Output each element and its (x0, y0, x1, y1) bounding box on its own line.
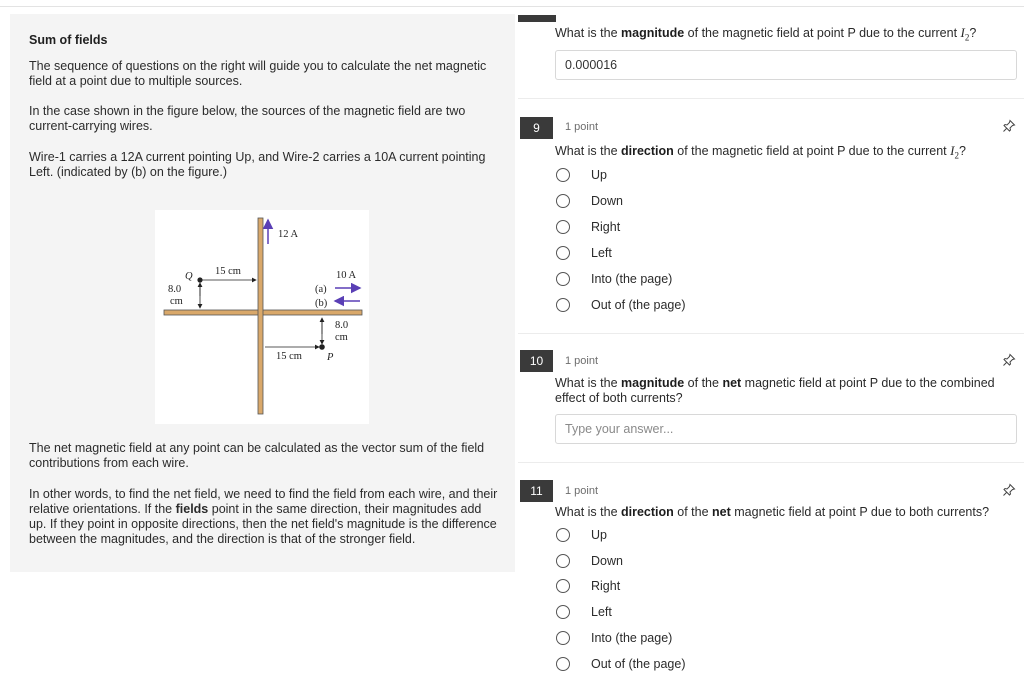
label-cm-left: cm (170, 296, 183, 307)
radio-button[interactable] (556, 168, 570, 182)
q8-question: What is the magnitude of the magnetic field at point P due to the current $I_2$? (555, 25, 977, 43)
wires-text: Wire-1 carries a 12A current pointing Up, and Wire-2 carries a 10A current pointing Left. (indicated by (b) on the figure.) (29, 150, 486, 179)
case-text: In the case shown in the figure below, the sources of the magnetic field are two current-carrying wires. (29, 104, 466, 133)
radio-button[interactable] (556, 554, 570, 568)
radio-button[interactable] (556, 298, 570, 312)
q10-number-badge: 10 (520, 350, 553, 372)
panel-title: Sum of fields (29, 33, 108, 47)
radio-button[interactable] (556, 246, 570, 260)
question-divider (518, 333, 1024, 334)
radio-button[interactable] (556, 194, 570, 208)
q9-points: 1 point (565, 121, 599, 133)
point-p (319, 344, 325, 350)
label-b: (b) (315, 298, 328, 309)
label-q: Q (185, 271, 193, 282)
q11-points: 1 point (565, 485, 599, 497)
point-q (197, 277, 202, 282)
q10-answer-input[interactable] (555, 414, 1017, 444)
instructions-panel (10, 14, 515, 572)
radio-button[interactable] (556, 579, 570, 593)
q8-answer-input[interactable] (555, 50, 1017, 80)
q9-number-badge: 9 (520, 117, 553, 139)
top-border (0, 6, 1024, 7)
radio-button[interactable] (556, 528, 570, 542)
label-15cm-bottom: 15 cm (276, 351, 302, 362)
radio-button[interactable] (556, 631, 570, 645)
net-field-text: The net magnetic field at any point can be calculated as the vector sum of the field contributions from each wire. (29, 441, 485, 470)
q10-points: 1 point (565, 355, 599, 367)
radio-button[interactable] (556, 220, 570, 234)
q11-number-badge: 11 (520, 480, 553, 502)
q10-question: What is the magnitude of the net magnetic field at point P due to the combined effect of both currents? (555, 376, 995, 405)
pin-icon[interactable] (1002, 353, 1016, 367)
label-12a: 12 A (278, 229, 299, 240)
wires-figure (155, 210, 369, 424)
label-cm-right: cm (335, 332, 348, 343)
q11-question: What is the direction of the net magnetic field at point P due to both currents? (555, 505, 990, 519)
question-divider (518, 98, 1024, 99)
radio-button[interactable] (556, 657, 570, 671)
label-a: (a) (315, 284, 327, 295)
vertical-wire (258, 218, 263, 414)
label-15cm-top: 15 cm (215, 266, 241, 277)
question-tab-marker (518, 15, 556, 22)
q9-current-symbol: $I_2$ (950, 143, 959, 161)
label-8cm-right: 8.0 (335, 320, 349, 331)
intro-text: The sequence of questions on the right will guide you to calculate the net magnetic field at a point due to multiple sources. (29, 59, 487, 88)
label-p: P (327, 352, 334, 363)
pin-icon[interactable] (1002, 119, 1016, 133)
radio-button[interactable] (556, 272, 570, 286)
explanation-text: In other words, to find the net field, we need to find the field from each wire, and their relative orientations. If the fields point in the same direction, their magnitudes add up. If they point in opposite directions, then the net field's magnitude is the difference between the magnitudes, and the direction is that of the stronger field. (29, 487, 498, 546)
q8-current-symbol: $I_2$ (960, 25, 970, 43)
question-divider (518, 462, 1024, 463)
wires-diagram (155, 210, 369, 424)
label-8cm-left: 8.0 (168, 284, 182, 295)
radio-button[interactable] (556, 605, 570, 619)
q9-question: What is the direction of the magnetic field at point P due to the current $I_2$? (555, 143, 966, 161)
pin-icon[interactable] (1002, 483, 1016, 497)
label-10a: 10 A (336, 270, 357, 281)
